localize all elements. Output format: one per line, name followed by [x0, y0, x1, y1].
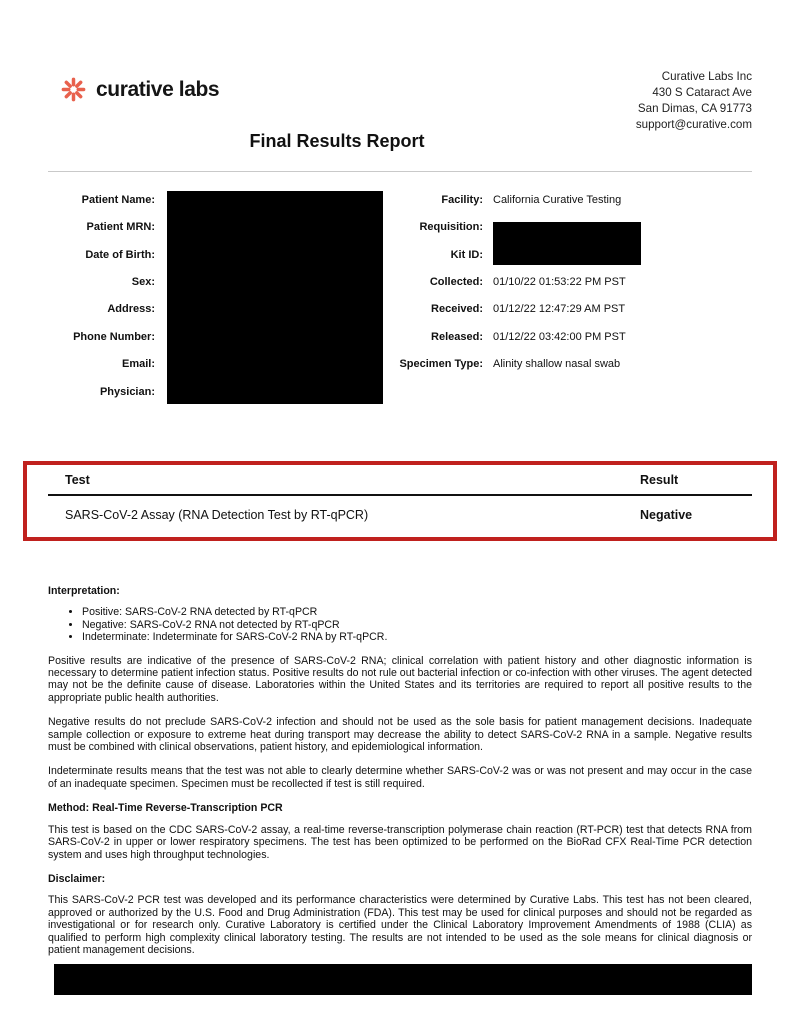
patient-row: [388, 268, 626, 295]
indeterminate-results-paragraph: Indeterminate results means that the test was not able to clearly determine whether SARS-CoV-2 was or was not present and may occur in the case of an inadequate specimen. Specimen must be recollected if test is still required.: [48, 765, 752, 790]
patient-row: [48, 296, 155, 323]
results-table-row: [48, 496, 752, 534]
interpretation-bullet: • Negative: SARS-CoV-2 RNA not detected by RT-qPCR: [82, 619, 752, 631]
patient-row: [48, 323, 155, 350]
specimen-type-label: Specimen Type:: [399, 358, 483, 371]
page-title: Final Results Report: [249, 131, 425, 151]
test-column-header: Test: [65, 472, 90, 487]
lab-address-block: [636, 69, 752, 133]
patient-row: [388, 323, 626, 350]
asterisk-logo-icon: [60, 76, 87, 103]
interpretation-bullet: • Indeterminate: Indeterminate for SARS-CoV-2 RNA by RT-qPCR.: [82, 631, 752, 643]
disclaimer-paragraph: This SARS-CoV-2 PCR test was developed and its performance characteristics were determined by Curative Labs. This test has not been cleared, approved or authorized by the U.S. Food and Drug Administration (FDA). This test may be used for clinical purposes and should not be regarded as investigational or for research only. Curative Laboratory is certified under the Clinical Laboratory Improvement Amendments of 1988 (CLIA) as qualified to perform high complexity clinical laboratory testing. The results are not intended to be used as the sole means for clinical diagnosis or patient management decisions.: [48, 894, 752, 956]
patient-info-right: [388, 186, 626, 378]
physician-label: Physician:: [99, 385, 155, 398]
dob-label: Date of Birth:: [85, 248, 155, 261]
sex-label: Sex:: [131, 276, 155, 289]
test-result: Negative: [640, 508, 693, 522]
header-divider: [48, 171, 752, 172]
requisition-label: Requisition:: [419, 221, 483, 234]
results-table-header: [48, 465, 752, 496]
patient-row: [48, 241, 155, 268]
curative-logo: [60, 76, 219, 103]
patient-row: [48, 213, 155, 240]
redacted-footer-bar: [54, 964, 752, 995]
kit-id-label: Kit ID:: [450, 248, 483, 261]
patient-row: [48, 378, 155, 405]
received-value: 01/12/22 12:47:29 AM PST: [493, 303, 626, 316]
interpretation-bullet: • Positive: SARS-CoV-2 RNA detected by RT-qPCR: [82, 606, 752, 618]
report-body: [48, 585, 752, 995]
collected-value: 01/10/22 01:53:22 PM PST: [493, 276, 626, 289]
phone-label: Phone Number:: [73, 330, 155, 343]
lab-name: Curative Labs Inc: [661, 70, 752, 83]
received-label: Received:: [431, 303, 483, 316]
negative-results-paragraph: Negative results do not preclude SARS-CoV-2 infection and should not be used as the sole basis for patient management decisions. Inadequate sample collection or exposure to extreme heat during transport may decrease the ability to detect SARS-CoV-2 RNA in a sample. Negative results must be combined with clinical observations, patient history, and epidemiological information.: [48, 716, 752, 754]
collected-label: Collected:: [429, 276, 483, 289]
test-name: SARS-CoV-2 Assay (RNA Detection Test by RT-qPCR): [65, 508, 369, 522]
patient-info-left: [48, 186, 155, 406]
disclaimer-heading: Disclaimer:: [48, 872, 106, 885]
patient-mrn-label: Patient MRN:: [86, 221, 155, 234]
positive-results-paragraph: Positive results are indicative of the presence of SARS-CoV-2 RNA; clinical correlation with patient history and other diagnostic information is necessary to determine patient infection status. Positive results do not rule out bacterial infection or co-infection with other viruses. The agent detected may not be the definite cause of disease. Laboratories within the United States and its territories are required to report all positive results to the appropriate public health authorities.: [48, 654, 752, 704]
patient-row: [388, 296, 626, 323]
redacted-patient-details: [167, 191, 383, 404]
interpretation-heading: Interpretation:: [48, 585, 120, 597]
patient-row: [388, 351, 626, 378]
method-paragraph: This test is based on the CDC SARS-CoV-2 assay, a real-time reverse-transcription polymerase chain reaction (RT-PCR) test that detects RNA from SARS-CoV-2 in upper or lower respiratory specimens. The test has been optimized to be performed on the BioRad CFX Real-Time PCR detection system and uses high throughput technologies.: [48, 823, 752, 861]
redacted-requisition-kit-id: [493, 222, 641, 265]
patient-row: [48, 268, 155, 295]
results-table-highlight: [23, 461, 777, 541]
lab-street: 430 S Cataract Ave: [652, 86, 752, 99]
lab-city: San Dimas, CA 91773: [637, 102, 752, 115]
interpretation-bullet-list: [48, 606, 752, 643]
lab-support-email: support@curative.com: [635, 118, 752, 131]
patient-row: [48, 351, 155, 378]
patient-row: [48, 186, 155, 213]
email-label: Email:: [121, 358, 155, 371]
address-label: Address:: [107, 303, 155, 316]
released-value: 01/12/22 03:42:00 PM PST: [493, 330, 626, 343]
method-heading: Method: Real-Time Reverse-Transcription PCR: [48, 802, 283, 815]
specimen-type-value: Alinity shallow nasal swab: [493, 358, 621, 371]
logo-wordmark: curative labs: [96, 77, 220, 101]
facility-label: Facility:: [441, 193, 483, 206]
patient-name-label: Patient Name:: [81, 193, 155, 206]
facility-value: California Curative Testing: [493, 193, 622, 206]
released-label: Released:: [431, 330, 483, 343]
patient-row: [388, 186, 626, 213]
result-column-header: Result: [640, 472, 679, 487]
